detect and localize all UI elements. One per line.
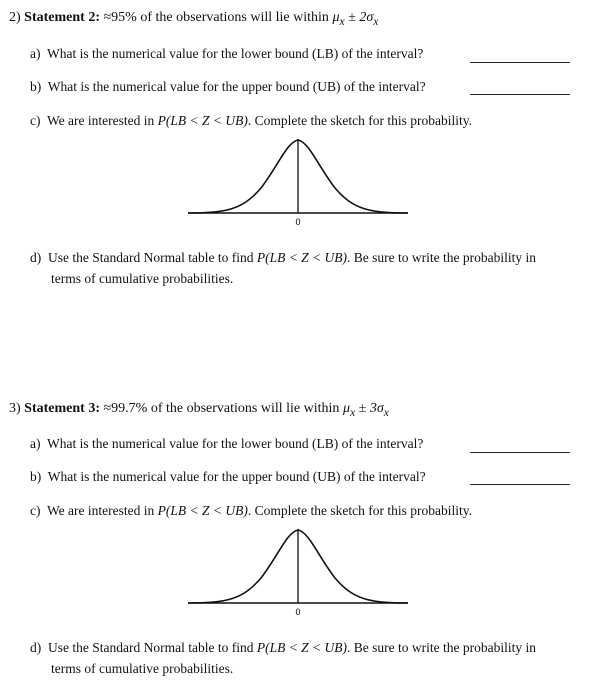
item-letter: d) [30, 640, 42, 655]
probability-expression: P(LB < Z < UB) [157, 113, 248, 128]
approx-percent: ≈95% [103, 10, 137, 25]
item-text-end: . Be sure to write the probability in [347, 640, 537, 655]
question-3c [30, 503, 472, 519]
question-2d-line2: terms of cumulative probabilities. [51, 271, 234, 286]
center-label: 0 [295, 607, 301, 617]
approx-percent: ≈99.7% [103, 401, 148, 416]
item-text: What is the numerical value for the lower bound (LB) of the interval? [47, 46, 424, 61]
item-text: What is the numerical value for the upper bound (UB) of the interval? [47, 469, 426, 484]
item-letter: a) [30, 436, 41, 451]
item-letter: d) [30, 250, 42, 265]
probability-expression: P(LB < Z < UB) [157, 503, 248, 518]
item-letter: b) [30, 469, 42, 484]
interval-expression: $\mu_x \pm 2\sigma_x$ [332, 10, 379, 28]
statement-2-header [9, 10, 378, 28]
normal-curve-sketch-3[interactable] [183, 523, 413, 618]
question-3d [30, 640, 536, 656]
question-3b [30, 469, 426, 485]
item-text: What is the numerical value for the upper bound (UB) of the interval? [47, 79, 426, 94]
interval-expression: $\mu_x \pm 3\sigma_x$ [342, 401, 389, 419]
question-2d [30, 250, 536, 266]
probability-expression: P(LB < Z < UB) [256, 250, 348, 265]
item-letter: c) [30, 503, 41, 518]
answer-blank-3b[interactable] [470, 484, 570, 485]
statement-text: of the observations will lie within [140, 10, 329, 25]
probability-expression: P(LB < Z < UB) [256, 640, 348, 655]
item-text: Use the Standard Normal table to find [48, 640, 254, 655]
question-2a [30, 46, 423, 62]
item-letter: c) [30, 113, 41, 128]
item-text: What is the numerical value for the lower bound (LB) of the interval? [47, 436, 424, 451]
item-text-end: . Complete the sketch for this probability. [247, 503, 472, 518]
item-text-end: . Complete the sketch for this probability. [247, 113, 472, 128]
question-3a [30, 436, 423, 452]
item-letter: b) [30, 79, 42, 94]
answer-blank-3a[interactable] [470, 452, 570, 453]
item-letter: a) [30, 46, 41, 61]
center-label: 0 [295, 217, 301, 227]
statement-3-header [9, 401, 389, 419]
answer-blank-2b[interactable] [470, 94, 570, 95]
question-number: 2) [9, 10, 21, 25]
answer-blank-2a[interactable] [470, 62, 570, 63]
question-3d-line2: terms of cumulative probabilities. [51, 661, 234, 676]
item-text: Use the Standard Normal table to find [48, 250, 254, 265]
question-number: 3) [9, 401, 21, 416]
statement-label: Statement 2: [24, 10, 100, 25]
item-text-end: . Be sure to write the probability in [347, 250, 537, 265]
statement-label: Statement 3: [24, 401, 100, 416]
statement-text: of the observations will lie within [150, 401, 340, 416]
item-text: We are interested in [47, 113, 155, 128]
item-text: We are interested in [47, 503, 155, 518]
normal-curve-sketch-2[interactable] [183, 133, 413, 228]
question-2c [30, 113, 472, 129]
question-2b [30, 79, 426, 95]
